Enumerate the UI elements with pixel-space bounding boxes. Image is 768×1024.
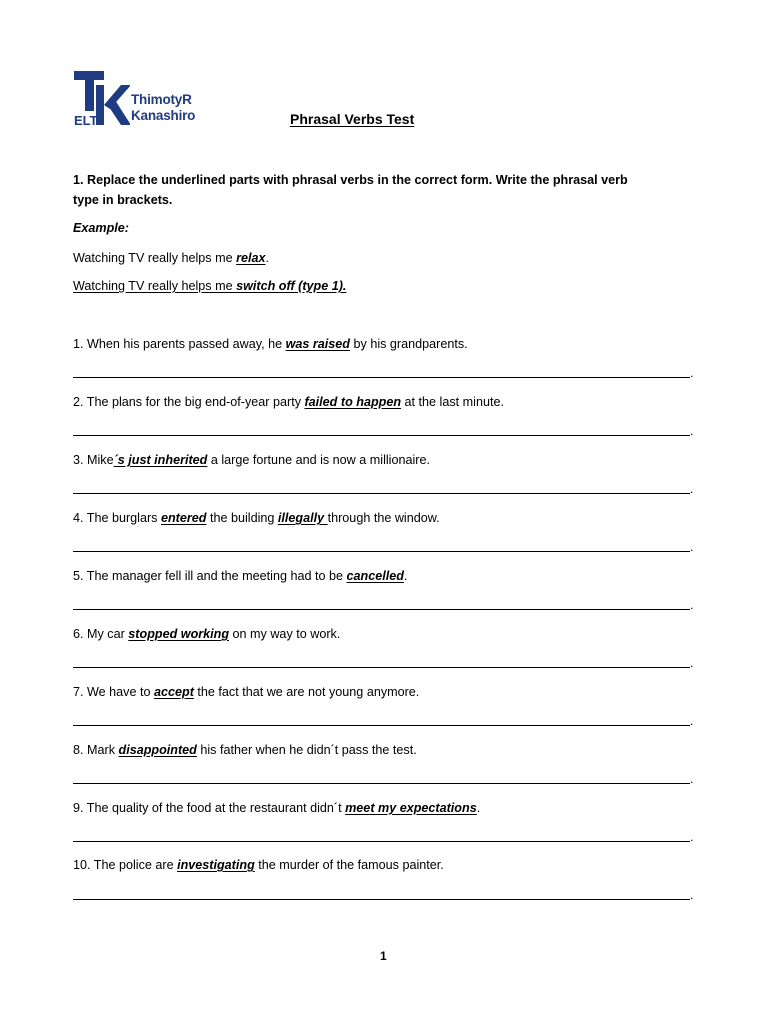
logo-name-line1: ThimotyR	[131, 92, 192, 107]
question-text-end: through the window.	[327, 511, 440, 525]
question-2	[73, 394, 504, 410]
question-target: failed to happen	[304, 395, 402, 409]
question-text-end: by his grandparents.	[350, 337, 468, 351]
page-number: 1	[380, 949, 387, 963]
question-text-end: the fact that we are not young anymore.	[193, 685, 420, 699]
question-target: cancelled	[346, 569, 404, 583]
question-text-end: a large fortune and is now a millionaire.	[207, 453, 430, 467]
answer-line-4[interactable]	[73, 551, 690, 552]
question-1	[73, 336, 468, 352]
example-label: Example:	[73, 221, 129, 235]
question-text: 3. Mike	[73, 453, 114, 467]
question-text: 4. The burglars	[73, 511, 161, 525]
answer-terminator: .	[690, 656, 694, 670]
answer-line-10[interactable]	[73, 899, 690, 900]
question-text-end: .	[403, 569, 408, 583]
question-text-end: .	[476, 801, 481, 815]
page-title: Phrasal Verbs Test	[290, 111, 415, 127]
question-target: meet my expectations	[345, 801, 477, 815]
example-answer-target: switch off (type 1).	[236, 279, 347, 293]
answer-line-9[interactable]	[73, 841, 690, 842]
question-text-end: his father when he didn´t pass the test.	[196, 743, 417, 757]
answer-line-5[interactable]	[73, 609, 690, 610]
logo-name-line2: Kanashiro	[131, 108, 196, 123]
question-target: investigating	[177, 858, 255, 872]
question-target: entered	[160, 511, 207, 525]
question-5	[73, 568, 407, 584]
question-text-end: at the last minute.	[401, 395, 504, 409]
question-text-mid: the building	[206, 511, 278, 525]
question-text-end: on my way to work.	[229, 627, 341, 641]
example-text-end: .	[265, 251, 270, 265]
example-answer	[73, 278, 346, 294]
question-text: 9. The quality of the food at the restaurant didn´t	[73, 801, 346, 815]
question-target: disappointed	[118, 743, 197, 757]
answer-terminator: .	[690, 424, 694, 438]
question-text: 6. My car	[73, 627, 129, 641]
instruction-text-cont: type in brackets.	[73, 193, 173, 207]
example-target: relax	[236, 251, 266, 265]
tk-logo-mark	[74, 71, 130, 127]
logo-sub-text: ELT	[74, 113, 98, 127]
answer-terminator: .	[690, 366, 694, 380]
question-target: was raised	[285, 337, 351, 351]
question-4	[73, 510, 440, 526]
answer-terminator: .	[690, 540, 694, 554]
answer-line-1[interactable]	[73, 377, 690, 378]
answer-line-2[interactable]	[73, 435, 690, 436]
question-9	[73, 800, 480, 816]
question-target-2: illegally	[277, 511, 328, 525]
question-target: stopped working	[128, 627, 230, 641]
question-7	[73, 684, 419, 700]
answer-terminator: .	[690, 714, 694, 728]
instruction-text: 1. Replace the underlined parts with phrasal verbs in the correct form. Write the phrasal verb	[73, 173, 628, 187]
question-text: 10. The police are	[73, 858, 178, 872]
question-text-end: the murder of the famous painter.	[254, 858, 444, 872]
question-target: ´s just inherited	[113, 453, 208, 467]
answer-line-6[interactable]	[73, 667, 690, 668]
question-text: 8. Mark	[73, 743, 119, 757]
answer-line-8[interactable]	[73, 783, 690, 784]
example-sentence	[73, 250, 269, 266]
question-text: 1. When his parents passed away, he	[73, 337, 286, 351]
question-10	[73, 857, 444, 873]
question-text: 5. The manager fell ill and the meeting had to be	[73, 569, 347, 583]
question-3	[73, 452, 430, 468]
example-answer-text: Watching TV really helps me	[73, 279, 237, 293]
question-text: 2. The plans for the big end-of-year party	[73, 395, 305, 409]
answer-terminator: .	[690, 772, 694, 786]
answer-terminator: .	[690, 888, 694, 902]
answer-terminator: .	[690, 598, 694, 612]
answer-terminator: .	[690, 482, 694, 496]
answer-terminator: .	[690, 830, 694, 844]
question-target: accept	[153, 685, 194, 699]
question-8	[73, 742, 417, 758]
example-text: Watching TV really helps me	[73, 251, 237, 265]
answer-line-7[interactable]	[73, 725, 690, 726]
logo	[74, 71, 214, 129]
question-text: 7. We have to	[73, 685, 154, 699]
answer-line-3[interactable]	[73, 493, 690, 494]
question-6	[73, 626, 340, 642]
